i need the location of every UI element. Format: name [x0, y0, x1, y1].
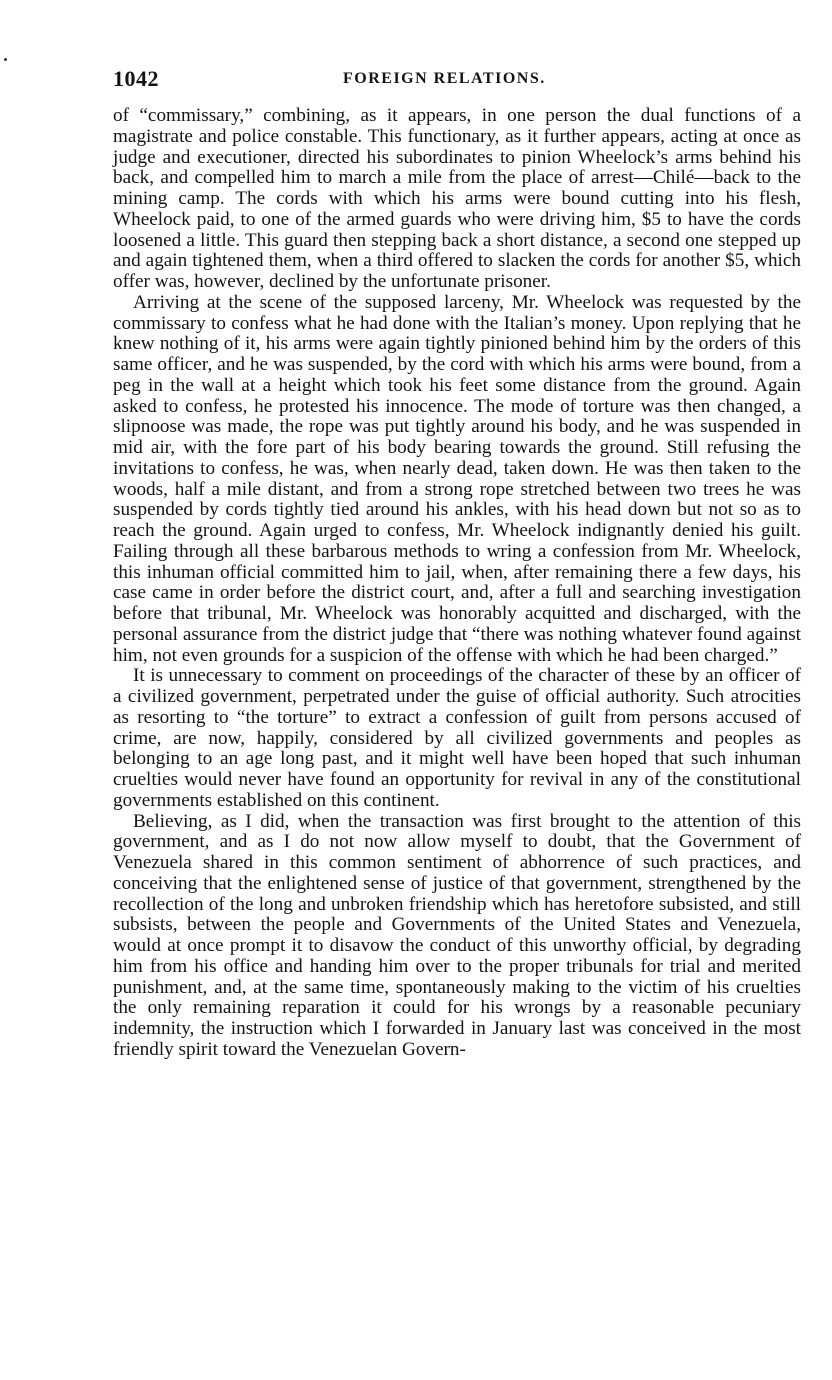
paragraph-instruction: Believing, as I did, when the transaction was first brought to the attention of this government, and as I do not now allow myself to doubt, that the Government of Venezuela shared in this common sentiment of abhorrence of such practices, and conceiving that the enlightened sense of justice of that government, strengthened by the recollection of the long and unbroken friendship which has heretofore subsisted, and still subsists, between the people and Governments of the United States and Venezuela, would at once prompt it to disavow the conduct of this unworthy official, by degrading him from his office and handing him over to the proper tribunals for trial and merited punishment, and, at the same time, spontaneously making to the victim of his cruelties the only remaining reparation it could for his wrongs by a reasonable pecuniary indemnity, the instruction which I forwarded in January last was conceived in the most friendly spirit toward the Venezuelan Govern-: [113, 810, 801, 1060]
stray-ink-mark: [4, 58, 7, 61]
page-header: [113, 66, 801, 92]
paragraph-torture-account: Arriving at the scene of the supposed larceny, Mr. Wheelock was requested by the commissary to confess what he had done with the Italian’s money. Upon replying that he knew nothing of it, his arms were again tightly pinioned behind him by the orders of this same officer, and he was suspended, by the cord with which his arms were bound, from a peg in the wall at a height which took his feet some distance from the ground. Again asked to confess, he protested his innocence. The mode of torture was then changed, a slipnoose was made, the rope was put tightly around his body, and he was suspended in mid air, with the fore part of his body bearing towards the ground. Still refusing the invitations to confess, he was, when nearly dead, taken down. He was then taken to the woods, half a mile distant, and from a strong rope stretched between two trees he was suspended by cords tightly tied around his ankles, with his head down but not so as to reach the ground. Again urged to confess, Mr. Wheelock indignantly denied his guilt. Failing through all these barbarous methods to wring a confession from Mr. Wheelock, this inhuman official committed him to jail, when, after remaining there a few days, his case came in order before the district court, and, after a full and searching investigation before that tribunal, Mr. Wheelock was honorably acquitted and discharged, with the personal assurance from the district judge that “there was nothing whatever found against him, not even grounds for a suspicion of the offense with which he had been charged.”: [113, 291, 801, 666]
page-number: 1042: [113, 66, 159, 91]
body-text: [113, 106, 801, 1061]
paragraph-continuation: of “commissary,” combining, as it appears, in one person the dual functions of a magistrate and police constable. This functionary, as it further appears, acting at once as judge and executioner, directed his subordinates to pinion Wheelock’s arms behind his back, and compelled him to march a mile from the place of arrest—Chilé—back to the mining camp. The cords with which his arms were bound cutting into his flesh, Wheelock paid, to one of the armed guards who were driving him, $5 to have the cords loosened a little. This guard then stepping back a short distance, a second one stepped up and again tightened them, when a third offered to slacken the cords for another $5, which offer was, however, declined by the unfortunate prisoner.: [113, 105, 801, 292]
paragraph-commentary: It is unnecessary to comment on proceedings of the character of these by an officer of a civilized government, perpetrated under the guise of official authority. Such atrocities as resorting to “the torture” to extract a confession of guilt from persons accused of crime, are now, happily, considered by all civilized governments and peoples as belonging to an age long past, and it might well have been hoped that such inhuman cruelties would never have found an opportunity for revival in any of the constitutional governments established on this continent.: [113, 665, 801, 811]
running-head: FOREIGN RELATIONS.: [343, 70, 546, 87]
